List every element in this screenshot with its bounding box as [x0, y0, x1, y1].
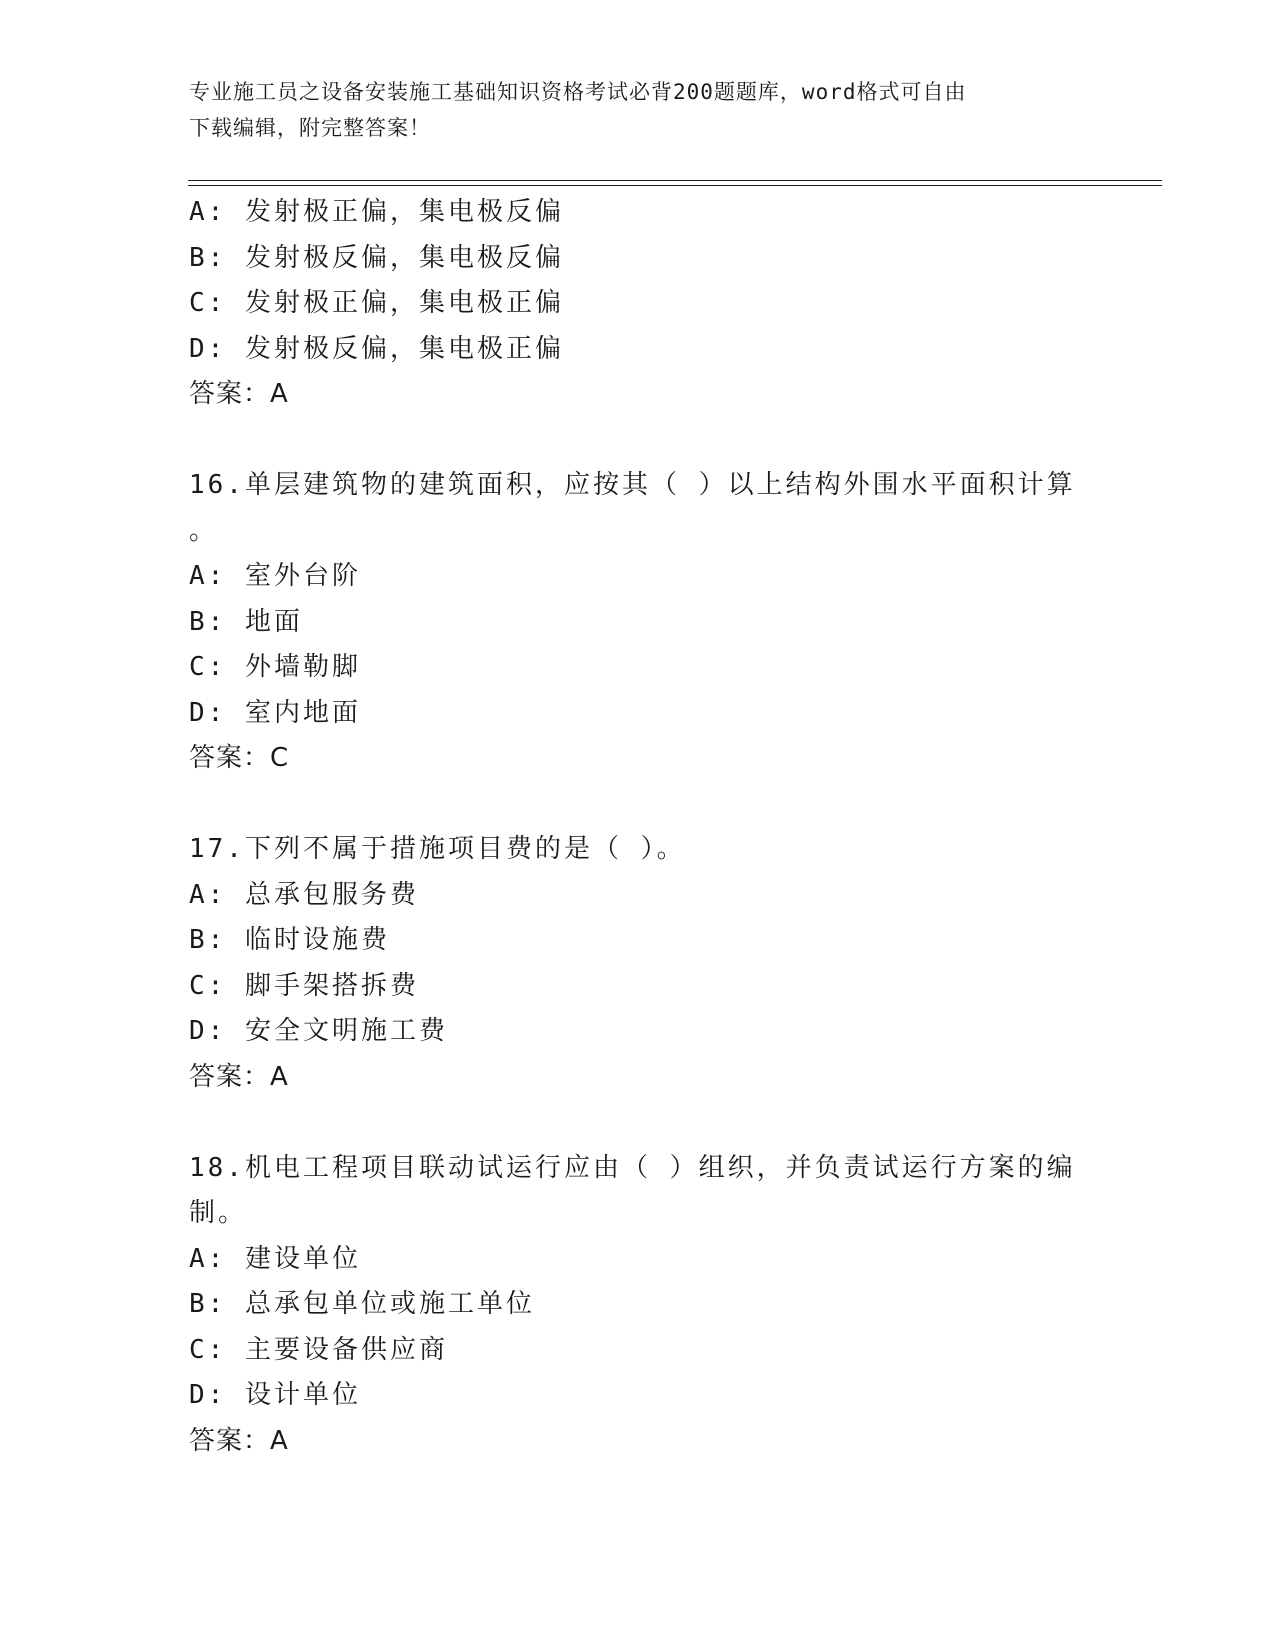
header-divider-top — [188, 180, 1162, 181]
option-b: B: 临时设施费 — [189, 925, 390, 955]
header-line-1: 专业施工员之设备安装施工基础知识资格考试必背200题题库，word格式可自由 — [189, 80, 967, 104]
option-c: C: 主要设备供应商 — [189, 1334, 448, 1365]
option-a: A: 总承包服务费 — [189, 879, 419, 910]
spacer — [189, 1100, 1089, 1146]
option-a: A: 建设单位 — [189, 1243, 361, 1274]
option-d: D: 室内地面 — [189, 697, 361, 728]
question-block-17 — [189, 827, 1089, 1100]
option-a: A: 室外台阶 — [189, 561, 361, 591]
answer-line: 答案：A — [189, 379, 289, 409]
answer-line: 答案：A — [189, 1425, 289, 1456]
option-d: D: 发射极反偏，集电极正偏 — [189, 333, 564, 364]
question-stem-continued: 。 — [189, 515, 219, 546]
option-d: D: 安全文明施工费 — [189, 1016, 448, 1046]
question-content — [189, 190, 1089, 1464]
question-block-15 — [189, 190, 1089, 418]
question-stem: 17.下列不属于措施项目费的是（ ）。 — [189, 834, 686, 864]
option-a: A: 发射极正偏，集电极反偏 — [189, 197, 564, 227]
option-c: C: 发射极正偏，集电极正偏 — [189, 288, 564, 318]
option-b: B: 地面 — [189, 606, 303, 637]
option-b: B: 发射极反偏，集电极反偏 — [189, 242, 564, 273]
header-line-2: 下载编辑，附完整答案！ — [189, 116, 431, 140]
header-divider-bottom — [188, 185, 1162, 186]
option-c: C: 外墙勒脚 — [189, 652, 361, 682]
question-stem: 16.单层建筑物的建筑面积，应按其（ ）以上结构外围水平面积计算 — [189, 470, 1076, 500]
document-header — [189, 74, 1069, 146]
answer-line: 答案：C — [189, 743, 290, 773]
question-block-18 — [189, 1146, 1089, 1465]
spacer — [189, 418, 1089, 464]
spacer — [189, 782, 1089, 828]
option-c: C: 脚手架搭拆费 — [189, 970, 419, 1001]
question-stem-continued: 制。 — [189, 1198, 248, 1228]
question-block-16 — [189, 463, 1089, 782]
answer-line: 答案：A — [189, 1061, 289, 1092]
option-d: D: 设计单位 — [189, 1380, 361, 1410]
option-b: B: 总承包单位或施工单位 — [189, 1289, 535, 1319]
question-stem: 18.机电工程项目联动试运行应由（ ）组织，并负责试运行方案的编 — [189, 1152, 1076, 1183]
